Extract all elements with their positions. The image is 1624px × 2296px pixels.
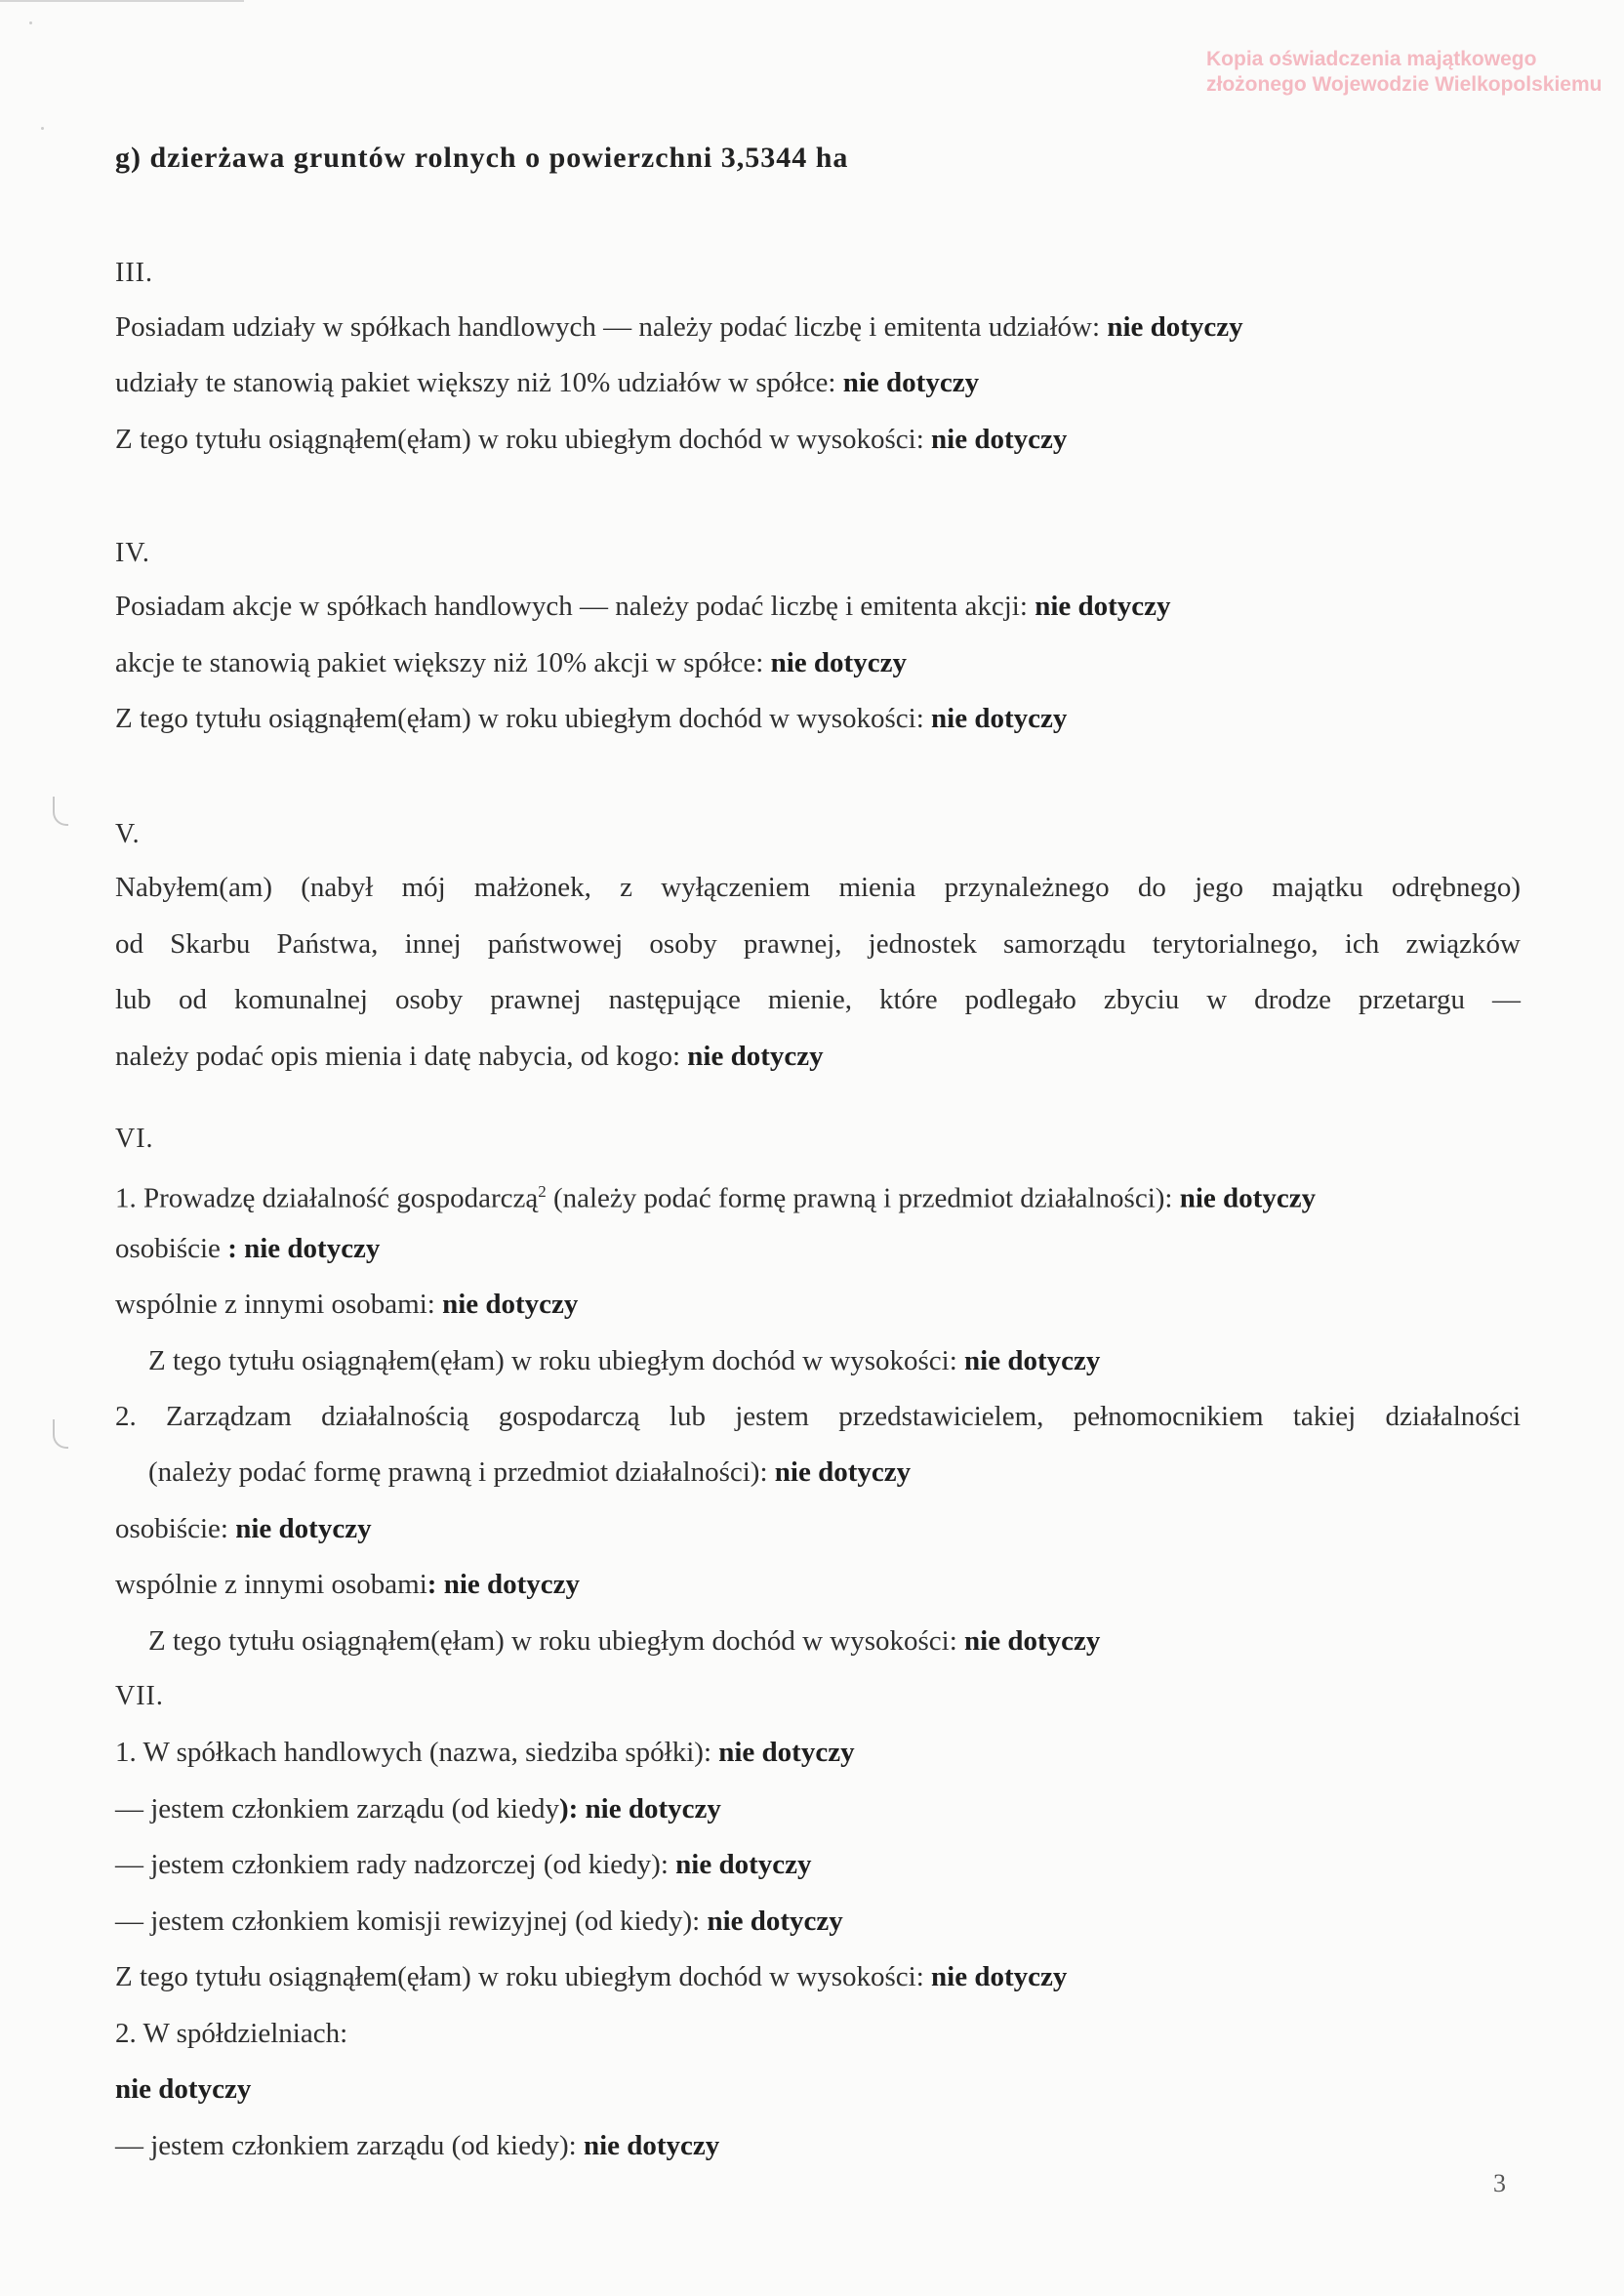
section-6-item-1-text-2: (należy podać formę prawną i przedmiot działalności): bbox=[546, 1182, 1180, 1214]
section-7-item-1 bbox=[115, 1736, 855, 1769]
section-6-item-2-income bbox=[148, 1624, 1100, 1658]
section-6-item-2-joint bbox=[115, 1568, 580, 1601]
section-4-line-3-value: nie dotyczy bbox=[931, 703, 1068, 734]
section-6-item-1-personal bbox=[115, 1232, 380, 1265]
section-4-line-3 bbox=[115, 702, 1067, 735]
copy-stamp bbox=[1206, 47, 1603, 98]
section-7-board-text: — jestem członkiem zarządu (od kiedy bbox=[115, 1793, 559, 1824]
section-6-item-1-personal-text: osobiście bbox=[115, 1233, 228, 1264]
section-3-line-1 bbox=[115, 310, 1243, 344]
section-6-item-2-personal-text: osobiście: bbox=[115, 1513, 236, 1544]
footnote-marker: 2 bbox=[538, 1182, 547, 1201]
scan-edge-line bbox=[0, 0, 244, 2]
section-4-heading: IV. bbox=[115, 538, 150, 568]
stamp-line-1: Kopia oświadczenia majątkowego bbox=[1206, 48, 1537, 70]
section-6-item-2-cont bbox=[148, 1456, 911, 1489]
section-6-item-2-income-text: Z tego tytułu osiągnąłem(ęłam) w roku ubiegłym dochód w wysokości: bbox=[148, 1625, 965, 1657]
section-6-item-1-text: 1. Prowadzę działalność gospodarczą bbox=[115, 1182, 539, 1214]
section-6-item-1-joint-text: wspólnie z innymi osobami: bbox=[115, 1289, 443, 1320]
section-6-item-1 bbox=[115, 1175, 1316, 1215]
section-3-line-3-text: Z tego tytułu osiągnąłem(ęłam) w roku ubiegłym dochód w wysokości: bbox=[115, 424, 932, 455]
section-3-line-1-value: nie dotyczy bbox=[1107, 311, 1243, 343]
section-5-line-4-text: należy podać opis mienia i datę nabycia, od kogo: bbox=[115, 1041, 688, 1072]
section-7-item-2: 2. W spółdzielniach: bbox=[115, 2018, 348, 2049]
section-7-coop-board-text: — jestem członkiem zarządu (od kiedy): bbox=[115, 2130, 584, 2161]
section-7-audit-value: nie dotyczy bbox=[707, 1906, 843, 1937]
scan-speck bbox=[41, 127, 44, 130]
page-number: 3 bbox=[1493, 2169, 1506, 2197]
section-4-line-1-text: Posiadam akcje w spółkach handlowych — należy podać liczbę i emitenta akcji: bbox=[115, 591, 1035, 622]
section-7-audit bbox=[115, 1905, 843, 1938]
section-7-supervisory-value: nie dotyczy bbox=[675, 1849, 812, 1880]
section-3-line-2-value: nie dotyczy bbox=[842, 367, 980, 398]
section-6-item-2-personal-value: nie dotyczy bbox=[235, 1513, 372, 1544]
section-5-line-2: od Skarbu Państwa, innej państwowej osoby prawnej, jednostek samorządu terytorialnego, ich związków bbox=[115, 928, 1521, 960]
scan-speck bbox=[29, 21, 32, 24]
section-6-heading: VI. bbox=[115, 1124, 154, 1154]
section-4-line-2-text: akcje te stanowią pakiet większy niż 10% akcji w spółce: bbox=[115, 647, 771, 678]
section-6-item-2-joint-text: wspólnie z innymi osobami bbox=[115, 1569, 427, 1600]
scan-hole-mark bbox=[53, 797, 68, 826]
section-7-board bbox=[115, 1792, 721, 1825]
scan-hole-mark bbox=[53, 1419, 68, 1449]
section-6-item-2-personal bbox=[115, 1512, 372, 1545]
section-7-item-1-text: 1. W spółkach handlowych (nazwa, siedziba spółki): bbox=[115, 1737, 719, 1768]
section-6-item-2: 2. Zarządzam działalnością gospodarczą lub jestem przedstawicielem, pełnomocnikiem takiej działalności bbox=[115, 1401, 1521, 1432]
section-5-line-3: lub od komunalnej osoby prawnej następujące mienie, które podlegało zbyciu w drodze przetargu — bbox=[115, 984, 1521, 1015]
section-7-income-text: Z tego tytułu osiągnąłem(ęłam) w roku ubiegłym dochód w wysokości: bbox=[115, 1961, 932, 1992]
section-g-label: g) dzierżawa gruntów rolnych o powierzchni 3,5344 ha bbox=[115, 142, 849, 174]
section-4-line-3-text: Z tego tytułu osiągnąłem(ęłam) w roku ubiegłym dochód w wysokości: bbox=[115, 703, 932, 734]
section-7-audit-text: — jestem członkiem komisji rewizyjnej (od kiedy): bbox=[115, 1906, 708, 1937]
section-6-item-1-income-value: nie dotyczy bbox=[964, 1345, 1101, 1376]
section-7-coop-board bbox=[115, 2129, 719, 2162]
section-6-item-1-income-text: Z tego tytułu osiągnąłem(ęłam) w roku ubiegłym dochód w wysokości: bbox=[148, 1345, 965, 1376]
section-3-line-2-text: udziały te stanowią pakiet większy niż 10% udziałów w spółce: bbox=[115, 367, 843, 398]
section-6-item-2-joint-value: : nie dotyczy bbox=[426, 1569, 581, 1600]
section-3-line-2 bbox=[115, 366, 979, 399]
section-7-income bbox=[115, 1960, 1067, 1993]
stamp-line-2: złożonego Wojewodzie Wielkopolskiemu bbox=[1206, 73, 1603, 96]
section-7-coop-board-value: nie dotyczy bbox=[583, 2130, 720, 2161]
section-4-line-2-value: nie dotyczy bbox=[770, 647, 907, 678]
section-5-line-4-value: nie dotyczy bbox=[687, 1041, 824, 1072]
section-4-line-2 bbox=[115, 646, 907, 679]
section-6-item-1-joint bbox=[115, 1288, 578, 1321]
section-4-line-1-value: nie dotyczy bbox=[1035, 591, 1171, 622]
section-3-line-1-text: Posiadam udziały w spółkach handlowych — należy podać liczbę i emitenta udziałów: bbox=[115, 311, 1108, 343]
section-6-item-1-joint-value: nie dotyczy bbox=[442, 1289, 579, 1320]
section-7-supervisory-text: — jestem członkiem rady nadzorczej (od kiedy): bbox=[115, 1849, 676, 1880]
section-5-line-1: Nabyłem(am) (nabył mój małżonek, z wyłączeniem mienia przynależnego do jego majątku odrębnego) bbox=[115, 872, 1521, 903]
section-6-item-1-personal-value: : nie dotyczy bbox=[227, 1233, 381, 1264]
section-7-heading: VII. bbox=[115, 1681, 164, 1711]
section-7-item-2-value bbox=[115, 2072, 251, 2106]
section-6-item-2-income-value: nie dotyczy bbox=[964, 1625, 1101, 1657]
section-7-supervisory bbox=[115, 1848, 811, 1881]
section-4-line-1 bbox=[115, 590, 1171, 623]
section-6-item-2-cont-value: nie dotyczy bbox=[774, 1456, 912, 1488]
section-7-income-value: nie dotyczy bbox=[931, 1961, 1068, 1992]
section-3-line-3 bbox=[115, 423, 1067, 456]
section-7-item-1-value: nie dotyczy bbox=[718, 1737, 855, 1768]
section-3-heading: III. bbox=[115, 258, 153, 288]
section-7-item-2-value-text: nie dotyczy bbox=[115, 2073, 252, 2105]
section-5-heading: V. bbox=[115, 819, 141, 849]
section-6-item-1-value: nie dotyczy bbox=[1179, 1182, 1317, 1214]
section-6-item-2-cont-text: (należy podać formę prawną i przedmiot działalności): bbox=[148, 1456, 775, 1488]
section-6-item-1-income bbox=[148, 1344, 1100, 1377]
section-3-line-3-value: nie dotyczy bbox=[931, 424, 1068, 455]
section-7-board-value: ): nie dotyczy bbox=[558, 1793, 721, 1824]
section-5-line-4 bbox=[115, 1040, 824, 1073]
